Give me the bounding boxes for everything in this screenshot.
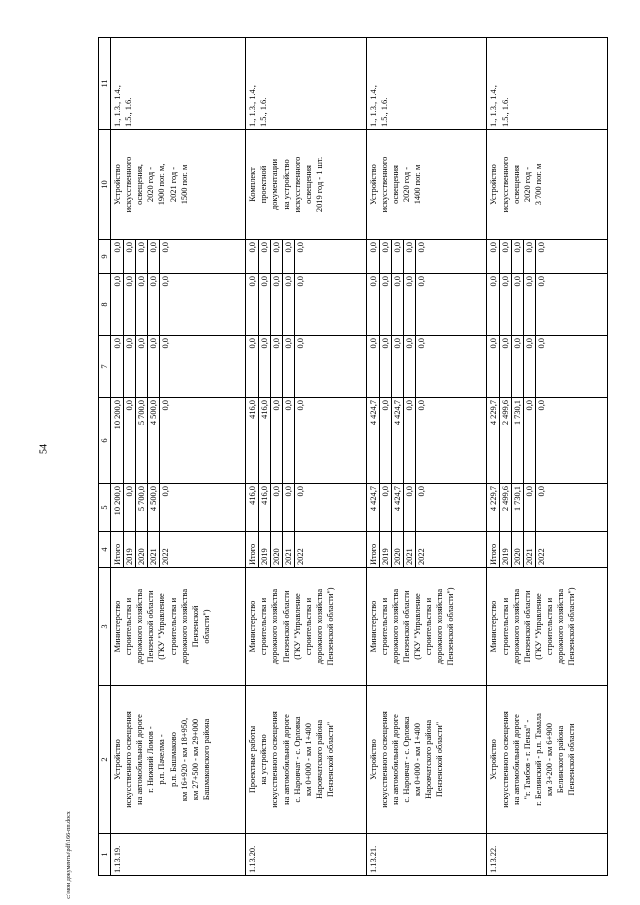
executor-line: Пензенской области") bbox=[325, 587, 335, 666]
funding-regional-line: 416,0 bbox=[259, 398, 271, 483]
funding-regional-line: 0,0 bbox=[537, 400, 547, 411]
executor-line: Министерство bbox=[248, 600, 258, 653]
years bbox=[366, 532, 487, 568]
measure-name-line: искусственного освещения bbox=[124, 711, 134, 808]
result-indicator-line: 3 700 пог. м bbox=[533, 163, 543, 206]
executor-line: Министерство bbox=[368, 600, 378, 653]
funding-col9-line: 0,0 bbox=[404, 240, 416, 273]
funding-col8-line: 0,0 bbox=[136, 274, 148, 335]
result-indicator-line: 2021 год - bbox=[168, 166, 178, 203]
executor bbox=[487, 568, 608, 686]
executor-line: области") bbox=[201, 609, 211, 644]
result-indicator-line: освещения bbox=[511, 165, 521, 204]
executor-line: строительства и bbox=[424, 597, 434, 656]
measure-name-line: км 0+000 - км 1+400 bbox=[413, 723, 423, 796]
years bbox=[111, 532, 246, 568]
funding-col8-line: 0,0 bbox=[296, 276, 306, 287]
result-indicator-line: искусственного bbox=[379, 156, 389, 213]
funding-col7-line: 0,0 bbox=[500, 336, 512, 397]
funding-col8 bbox=[366, 274, 487, 336]
measure-name bbox=[366, 686, 487, 834]
funding-col9-line: 0,0 bbox=[368, 240, 380, 273]
funding-col8-line: 0,0 bbox=[416, 276, 426, 287]
funding-regional-line: 1 730,1 bbox=[512, 398, 524, 483]
funding-regional-line: 0,0 bbox=[271, 398, 283, 483]
funding-col7-line: 0,0 bbox=[512, 336, 524, 397]
funding-col7-line: 0,0 bbox=[271, 336, 283, 397]
funding-col7-line: 0,0 bbox=[404, 336, 416, 397]
measure-name-line: Пензенской области bbox=[567, 723, 577, 796]
executor-line: (ГКУ "Управление bbox=[533, 593, 543, 660]
result-indicator-line: 2019 год - 1 шт. bbox=[314, 156, 324, 213]
table-row bbox=[366, 38, 487, 876]
funding-col7-line: 0,0 bbox=[380, 336, 392, 397]
result-indicator-line: искусственного bbox=[124, 156, 134, 213]
executor bbox=[111, 568, 246, 686]
table-row bbox=[487, 38, 608, 876]
years-line: 2022 bbox=[296, 548, 306, 565]
result-indicator-line: Устройство bbox=[489, 164, 499, 205]
funding-regional-line: 0,0 bbox=[283, 398, 295, 483]
result-indicator-line: освещения, bbox=[135, 164, 145, 205]
years-line: Итого bbox=[247, 532, 259, 567]
years-line: 2021 bbox=[404, 532, 416, 567]
executor-line: дорожного хозяйства bbox=[314, 588, 324, 665]
executor-line: Пензенской области bbox=[281, 590, 291, 663]
funding-col7-line: 0,0 bbox=[416, 338, 426, 349]
funding-total-line: 0,0 bbox=[416, 486, 426, 497]
header-cell-1: 1 bbox=[99, 834, 111, 876]
funding-col9-line: 0,0 bbox=[537, 242, 547, 253]
footer-file-path: c:\мои документы\pdf\166-пп.docx bbox=[66, 811, 72, 899]
funding-col7 bbox=[366, 336, 487, 398]
header-cell-6: 6 bbox=[99, 398, 111, 484]
years-line: 2019 bbox=[124, 532, 136, 567]
funding-total bbox=[366, 484, 487, 532]
years-line: 2019 bbox=[259, 532, 271, 567]
funding-col9-line: 0,0 bbox=[524, 240, 536, 273]
funding-col7-line: 0,0 bbox=[136, 336, 148, 397]
header-cell-11: 11 bbox=[99, 38, 111, 130]
header-cell-7: 7 bbox=[99, 336, 111, 398]
funding-col7-line: 0,0 bbox=[148, 336, 160, 397]
years-line: 2020 bbox=[392, 532, 404, 567]
years bbox=[487, 532, 608, 568]
funding-col9 bbox=[111, 240, 246, 274]
executor-line: (ГКУ "Управление bbox=[157, 593, 167, 660]
target-links-line: 1.5., 1.6. bbox=[259, 97, 269, 127]
funding-col7 bbox=[246, 336, 367, 398]
executor-line: Пензенской области bbox=[146, 590, 156, 663]
measure-name-line: на автомобильной дороге bbox=[391, 714, 401, 805]
funding-total-line: 416,0 bbox=[259, 484, 271, 531]
funding-regional-line: 0,0 bbox=[296, 400, 306, 411]
funding-total-line: 0,0 bbox=[161, 486, 171, 497]
measure-name-line: Проектные работы bbox=[248, 725, 258, 794]
funding-col9-line: 0,0 bbox=[380, 240, 392, 273]
funding-col9-line: 0,0 bbox=[112, 240, 124, 273]
rotated-table-container bbox=[98, 38, 608, 876]
funding-col7 bbox=[487, 336, 608, 398]
funding-total-line: 0,0 bbox=[380, 484, 392, 531]
executor-line: дорожного хозяйства bbox=[179, 588, 189, 665]
executor bbox=[246, 568, 367, 686]
measure-name-line: "г. Тамбов - г. Пенза" - bbox=[522, 719, 532, 800]
header-cell-3: 3 bbox=[99, 568, 111, 686]
years-line: Итого bbox=[488, 532, 500, 567]
funding-col7-line: 0,0 bbox=[124, 336, 136, 397]
funding-total-line: 0,0 bbox=[524, 484, 536, 531]
funding-regional bbox=[366, 398, 487, 484]
funding-col7-line: 0,0 bbox=[283, 336, 295, 397]
funding-col8-line: 0,0 bbox=[259, 274, 271, 335]
funding-total-line: 1 730,1 bbox=[512, 484, 524, 531]
measure-name-line: искусственного освещения bbox=[270, 711, 280, 808]
years-line: 2020 bbox=[512, 532, 524, 567]
executor-line: строительства и bbox=[544, 597, 554, 656]
executor-line: дорожного хозяйства bbox=[391, 588, 401, 665]
funding-total-line: 0,0 bbox=[404, 484, 416, 531]
funding-col8-line: 0,0 bbox=[271, 274, 283, 335]
funding-regional-line: 4 424,7 bbox=[368, 398, 380, 483]
funding-total-line: 4 424,7 bbox=[392, 484, 404, 531]
measure-name-line: км 0+000 - км 1+400 bbox=[303, 723, 313, 796]
funding-col9 bbox=[366, 240, 487, 274]
funding-regional-line: 0,0 bbox=[416, 400, 426, 411]
target-links-line: 1., 1.3., 1.4., bbox=[248, 85, 258, 127]
funding-col9-line: 0,0 bbox=[500, 240, 512, 273]
result-indicator-line: Устройство bbox=[113, 164, 123, 205]
result-indicator-line: Комплект bbox=[248, 167, 258, 202]
funding-total-line: 416,0 bbox=[247, 484, 259, 531]
measure-name-line: Пензенской области" bbox=[435, 721, 445, 798]
funding-regional-line: 4 229,7 bbox=[488, 398, 500, 483]
funding-col9-line: 0,0 bbox=[296, 242, 306, 253]
measure-name-line: Пензенской области" bbox=[325, 721, 335, 798]
measure-name bbox=[246, 686, 367, 834]
funding-regional-line: 0,0 bbox=[404, 398, 416, 483]
result-indicator-line: Устройство bbox=[368, 164, 378, 205]
funding-col9-line: 0,0 bbox=[136, 240, 148, 273]
executor bbox=[366, 568, 487, 686]
result-indicator-line: освещения bbox=[303, 165, 313, 204]
executor-line: Пензенской области") bbox=[567, 587, 577, 666]
measure-name-line: р.п. Башмаково bbox=[168, 732, 178, 787]
result-indicator-line: документации bbox=[270, 159, 280, 210]
target-links bbox=[366, 38, 487, 130]
funding-col7-line: 0,0 bbox=[161, 338, 171, 349]
years-line: 2019 bbox=[500, 532, 512, 567]
funding-total-line: 5 700,0 bbox=[136, 484, 148, 531]
measure-name-line: Устройство bbox=[489, 739, 499, 780]
executor-line: строительства и bbox=[303, 597, 313, 656]
executor-line: Пензенской области bbox=[522, 590, 532, 663]
years-line: 2021 bbox=[524, 532, 536, 567]
result-indicator bbox=[366, 130, 487, 240]
measure-name-line: Устройство bbox=[113, 739, 123, 780]
executor-line: строительства и bbox=[500, 597, 510, 656]
funding-total-line: 0,0 bbox=[537, 486, 547, 497]
page-number: 54 bbox=[38, 444, 50, 454]
executor-line: Пензенской области bbox=[402, 590, 412, 663]
result-indicator-line: 2020 год - bbox=[402, 166, 412, 203]
measure-name bbox=[111, 686, 246, 834]
result-indicator-line: 2020 год - bbox=[146, 166, 156, 203]
funding-regional-line: 4 500,0 bbox=[148, 398, 160, 483]
funding-col8-line: 0,0 bbox=[161, 276, 171, 287]
measure-name-line: искусственного освещения bbox=[500, 711, 510, 808]
funding-col8-line: 0,0 bbox=[368, 274, 380, 335]
item-number: 1.13.19. bbox=[111, 834, 246, 876]
result-indicator-line: на устройство bbox=[281, 159, 291, 210]
funding-total-line: 2 499,6 bbox=[500, 484, 512, 531]
funding-col7-line: 0,0 bbox=[488, 336, 500, 397]
funding-total-line: 4 424,7 bbox=[368, 484, 380, 531]
result-indicator-line: освещения bbox=[391, 165, 401, 204]
funding-total-line: 4 500,0 bbox=[148, 484, 160, 531]
measure-name-line: км 16+920 - км 18+950, bbox=[179, 717, 189, 802]
funding-col8-line: 0,0 bbox=[112, 274, 124, 335]
funding-col8-line: 0,0 bbox=[247, 274, 259, 335]
funding-regional-line: 0,0 bbox=[380, 398, 392, 483]
target-links bbox=[111, 38, 246, 130]
funding-col9-line: 0,0 bbox=[416, 242, 426, 253]
funding-total bbox=[246, 484, 367, 532]
funding-col9-line: 0,0 bbox=[247, 240, 259, 273]
funding-col8 bbox=[246, 274, 367, 336]
funding-col7-line: 0,0 bbox=[296, 338, 306, 349]
years-line: 2019 bbox=[380, 532, 392, 567]
item-number: 1.13.20. bbox=[246, 834, 367, 876]
measure-name-line: на автомобильной дороге bbox=[135, 714, 145, 805]
funding-col7 bbox=[111, 336, 246, 398]
executor-line: Пензенской bbox=[190, 605, 200, 648]
funding-regional-line: 10 200,0 bbox=[112, 398, 124, 483]
funding-col9-line: 0,0 bbox=[283, 240, 295, 273]
funding-col8-line: 0,0 bbox=[283, 274, 295, 335]
funding-col8-line: 0,0 bbox=[500, 274, 512, 335]
result-indicator-line: 1900 пог. м, bbox=[157, 163, 167, 206]
result-indicator bbox=[246, 130, 367, 240]
header-cell-4: 4 bbox=[99, 532, 111, 568]
funding-regional-line: 2 499,6 bbox=[500, 398, 512, 483]
header-cell-10: 10 bbox=[99, 130, 111, 240]
header-cell-2: 2 bbox=[99, 686, 111, 834]
funding-col7-line: 0,0 bbox=[112, 336, 124, 397]
funding-col8-line: 0,0 bbox=[124, 274, 136, 335]
funding-total bbox=[487, 484, 608, 532]
item-number: 1.13.22. bbox=[487, 834, 608, 876]
executor-line: (ГКУ "Управление bbox=[292, 593, 302, 660]
funding-regional-line: 0,0 bbox=[161, 400, 171, 411]
target-links-line: 1.5., 1.6. bbox=[500, 97, 510, 127]
funding-col8-line: 0,0 bbox=[512, 274, 524, 335]
funding-regional bbox=[246, 398, 367, 484]
funding-regional-line: 5 700,0 bbox=[136, 398, 148, 483]
funding-col7-line: 0,0 bbox=[537, 338, 547, 349]
header-cell-9: 9 bbox=[99, 240, 111, 274]
funding-col8-line: 0,0 bbox=[537, 276, 547, 287]
funding-col9-line: 0,0 bbox=[271, 240, 283, 273]
funding-col8-line: 0,0 bbox=[404, 274, 416, 335]
executor-line: дорожного хозяйства bbox=[270, 588, 280, 665]
measure-name-line: Наровчатского района bbox=[424, 719, 434, 800]
years-line: Итого bbox=[112, 532, 124, 567]
result-indicator-line: искусственного bbox=[292, 156, 302, 213]
target-links bbox=[487, 38, 608, 130]
funding-total-line: 10 200,0 bbox=[112, 484, 124, 531]
header-cell-5: 5 bbox=[99, 484, 111, 532]
executor-line: строительства и bbox=[259, 597, 269, 656]
funding-col8-line: 0,0 bbox=[488, 274, 500, 335]
years-line: Итого bbox=[368, 532, 380, 567]
target-links-line: 1.5., 1.6. bbox=[379, 97, 389, 127]
measure-name-line: г. Нижний Ломов - bbox=[146, 726, 156, 793]
years-line: 2022 bbox=[416, 548, 426, 565]
funding-total-line: 0,0 bbox=[271, 484, 283, 531]
measure-name-line: с. Наровчат - с. Орловка bbox=[402, 716, 412, 803]
measure-name-line: на автомобильной дороге bbox=[281, 714, 291, 805]
header-cell-8: 8 bbox=[99, 274, 111, 336]
executor-line: дорожного хозяйства bbox=[135, 588, 145, 665]
result-indicator bbox=[111, 130, 246, 240]
executor-line: Министерство bbox=[113, 600, 123, 653]
funding-col9-line: 0,0 bbox=[488, 240, 500, 273]
funding-total-line: 4 229,7 bbox=[488, 484, 500, 531]
years-line: 2022 bbox=[161, 548, 171, 565]
result-indicator-line: 2020 год - bbox=[522, 166, 532, 203]
funding-regional-line: 4 424,7 bbox=[392, 398, 404, 483]
funding-col7-line: 0,0 bbox=[259, 336, 271, 397]
executor-line: дорожного хозяйства bbox=[435, 588, 445, 665]
funding-regional bbox=[111, 398, 246, 484]
measure-name-line: г. Белинский - р.п. Тамала bbox=[533, 713, 543, 806]
years bbox=[246, 532, 367, 568]
executor-line: Министерство bbox=[489, 600, 499, 653]
table-row bbox=[111, 38, 246, 876]
years-line: 2020 bbox=[136, 532, 148, 567]
funding-regional-line: 0,0 bbox=[124, 398, 136, 483]
funding-total-line: 0,0 bbox=[283, 484, 295, 531]
target-links-line: 1., 1.3., 1.4., bbox=[113, 85, 123, 127]
executor-line: дорожного хозяйства bbox=[511, 588, 521, 665]
target-links-line: 1., 1.3., 1.4., bbox=[368, 85, 378, 127]
executor-line: дорожного хозяйства bbox=[555, 588, 565, 665]
funding-col7-line: 0,0 bbox=[247, 336, 259, 397]
funding-col8-line: 0,0 bbox=[524, 274, 536, 335]
funding-col8-line: 0,0 bbox=[148, 274, 160, 335]
funding-col9-line: 0,0 bbox=[392, 240, 404, 273]
result-indicator-line: 1400 пог. м bbox=[413, 164, 423, 205]
measure-name bbox=[487, 686, 608, 834]
funding-col7-line: 0,0 bbox=[392, 336, 404, 397]
funding-col9 bbox=[487, 240, 608, 274]
target-links-line: 1.5., 1.6. bbox=[124, 97, 134, 127]
header-row bbox=[99, 38, 111, 876]
funding-col9-line: 0,0 bbox=[259, 240, 271, 273]
funding-col9 bbox=[246, 240, 367, 274]
executor-line: строительства и bbox=[168, 597, 178, 656]
measure-name-line: км 27+500 - км 29+000 bbox=[190, 718, 200, 801]
funding-regional-line: 416,0 bbox=[247, 398, 259, 483]
years-line: 2021 bbox=[148, 532, 160, 567]
target-links-line: 1., 1.3., 1.4., bbox=[489, 85, 499, 127]
item-number: 1.13.21. bbox=[366, 834, 487, 876]
measure-name-line: Устройство bbox=[368, 739, 378, 780]
funding-col7-line: 0,0 bbox=[524, 336, 536, 397]
result-indicator-line: 1500 пог. м bbox=[179, 164, 189, 205]
executor-line: строительства и bbox=[379, 597, 389, 656]
table-row bbox=[246, 38, 367, 876]
measure-name-line: р.п. Пачелма - bbox=[157, 734, 167, 785]
result-indicator-line: искусственного bbox=[500, 156, 510, 213]
executor-line: строительства и bbox=[124, 597, 134, 656]
funding-col7-line: 0,0 bbox=[368, 336, 380, 397]
funding-col9-line: 0,0 bbox=[161, 242, 171, 253]
result-indicator-line: проектной bbox=[259, 165, 269, 204]
funding-total bbox=[111, 484, 246, 532]
program-table bbox=[98, 37, 608, 876]
target-links bbox=[246, 38, 367, 130]
measure-name-line: на автомобильной дороге bbox=[511, 714, 521, 805]
funding-col8-line: 0,0 bbox=[380, 274, 392, 335]
result-indicator bbox=[487, 130, 608, 240]
measure-name-line: Наровчатского района bbox=[314, 719, 324, 800]
years-line: 2022 bbox=[537, 548, 547, 565]
executor-line: Пензенской области") bbox=[446, 587, 456, 666]
funding-regional-line: 0,0 bbox=[524, 398, 536, 483]
funding-regional bbox=[487, 398, 608, 484]
measure-name-line: Башмаковского района bbox=[201, 718, 211, 801]
years-line: 2021 bbox=[283, 532, 295, 567]
funding-total-line: 0,0 bbox=[124, 484, 136, 531]
funding-col8 bbox=[111, 274, 246, 336]
funding-total-line: 0,0 bbox=[296, 486, 306, 497]
measure-name-line: Белинского района bbox=[555, 725, 565, 794]
years-line: 2020 bbox=[271, 532, 283, 567]
funding-col8 bbox=[487, 274, 608, 336]
executor-line: (ГКУ "Управление bbox=[413, 593, 423, 660]
funding-col9-line: 0,0 bbox=[148, 240, 160, 273]
measure-name-line: км 3+200 - км 6+900 bbox=[544, 723, 554, 796]
measure-name-line: искусственного освещения bbox=[379, 711, 389, 808]
funding-col9-line: 0,0 bbox=[124, 240, 136, 273]
measure-name-line: на устройство bbox=[259, 734, 269, 785]
funding-col8-line: 0,0 bbox=[392, 274, 404, 335]
measure-name-line: с. Наровчат - с. Орловка bbox=[292, 716, 302, 803]
funding-col9-line: 0,0 bbox=[512, 240, 524, 273]
